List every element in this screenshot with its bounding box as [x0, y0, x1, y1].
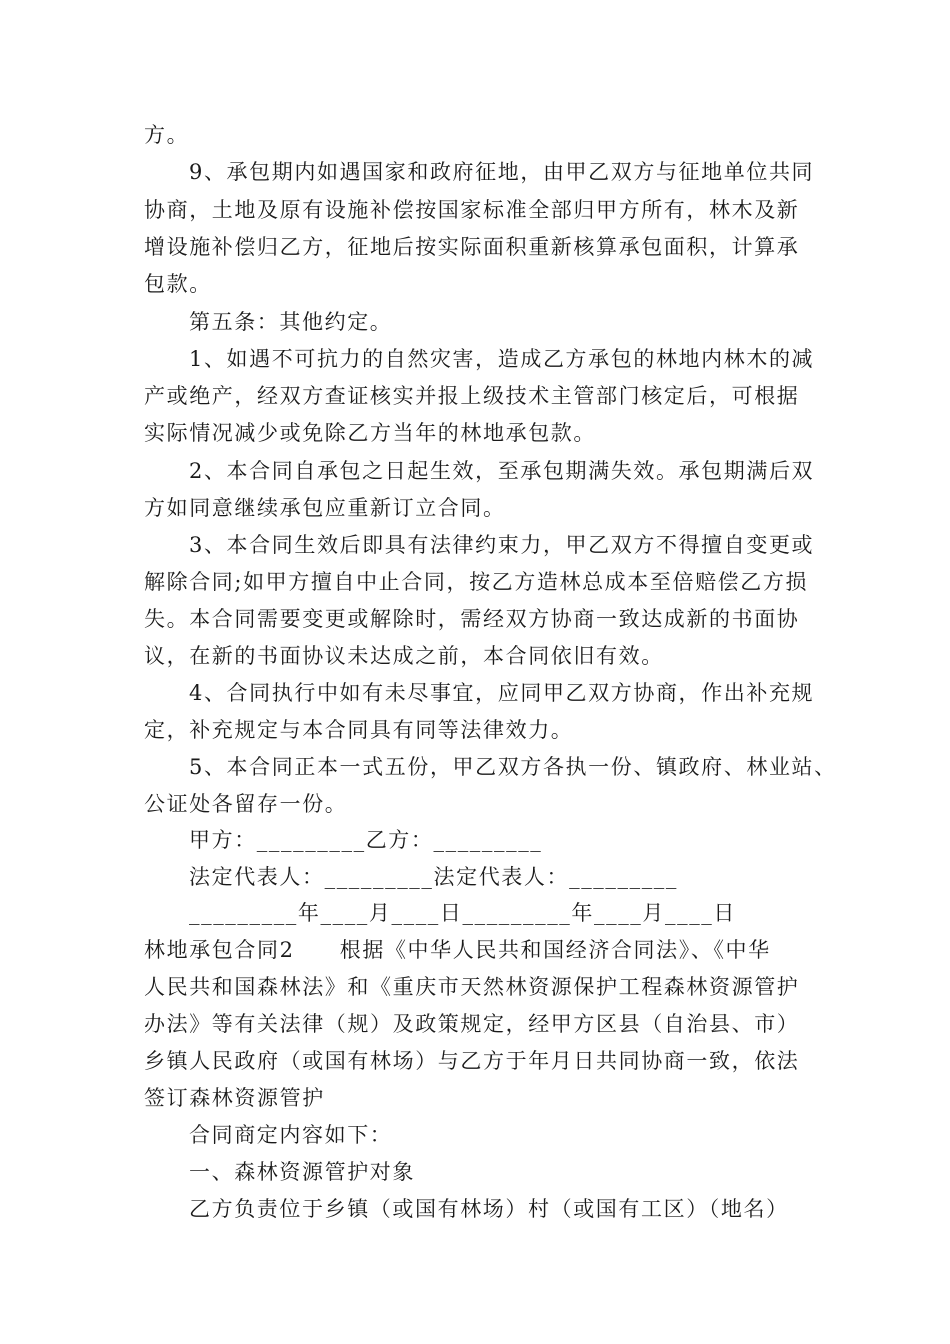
section-heading: 一、森林资源管护对象	[189, 1160, 415, 1184]
text-line: 办法》等有关法律（规）及政策规定，经甲方区县（自治县、市）	[144, 1012, 800, 1036]
signature-parties: 甲方：_________乙方：_________	[189, 828, 543, 852]
text-line: 合同商定内容如下：	[189, 1123, 393, 1147]
text-line: 9、承包期内如遇国家和政府征地，由甲乙双方与征地单位共同	[189, 160, 815, 184]
text-line: 4、合同执行中如有未尽事宜，应同甲乙双方协商，作出补充规	[189, 681, 815, 705]
text-line: 公证处各留存一份。	[144, 792, 348, 816]
text-line: 实际情况减少或免除乙方当年的林地承包款。	[144, 421, 596, 445]
text-line: 3、本合同生效后即具有法律约束力，甲乙双方不得擅自变更或	[189, 533, 815, 557]
text-line: 方。	[144, 123, 190, 147]
text-line: 乡镇人民政府（或国有林场）与乙方于年月日共同协商一致，依法	[144, 1049, 800, 1073]
signature-dates: _________年____月____日_________年____月____日	[189, 901, 736, 925]
text-line: 增设施补偿归乙方，征地后按实际面积重新核算承包面积，计算承	[144, 235, 800, 259]
section-heading: 第五条：其他约定。	[189, 310, 393, 334]
text-line: 议，在新的书面协议未达成之前，本合同依旧有效。	[144, 644, 664, 668]
text-line: 协商，土地及原有设施补偿按国家标准全部归甲方所有，林木及新	[144, 198, 800, 222]
text-line: 2、本合同自承包之日起生效，至承包期满失效。承包期满后双	[189, 459, 815, 483]
text-line: 方如同意继续承包应重新订立合同。	[144, 496, 506, 520]
signature-representatives: 法定代表人：_________法定代表人：_________	[189, 865, 678, 889]
text-line: 失。本合同需要变更或解除时，需经双方协商一致达成新的书面协	[144, 607, 800, 631]
text-line: 乙方负责位于乡镇（或国有林场）村（或国有工区）（地名）	[189, 1197, 789, 1221]
text-line: 5、本合同正本一式五份，甲乙双方各执一份、镇政府、林业站、	[189, 755, 837, 779]
text-line: 签订森林资源管护	[144, 1086, 325, 1110]
text-line: 包款。	[144, 272, 212, 296]
text-line: 解除合同;如甲方擅自中止合同，按乙方造林总成本至倍赔偿乙方损	[144, 570, 809, 594]
text-line: 定，补充规定与本合同具有同等法律效力。	[144, 718, 574, 742]
contract-2-title-line: 林地承包合同2 根据《中华人民共和国经济合同法》、《中华	[144, 938, 771, 962]
text-line: 产或绝产，经双方查证核实并报上级技术主管部门核定后，可根据	[144, 384, 800, 408]
text-line: 人民共和国森林法》和《重庆市天然林资源保护工程森林资源管护	[144, 975, 800, 999]
text-line: 1、如遇不可抗力的自然灾害，造成乙方承包的林地内林木的减	[189, 347, 815, 371]
